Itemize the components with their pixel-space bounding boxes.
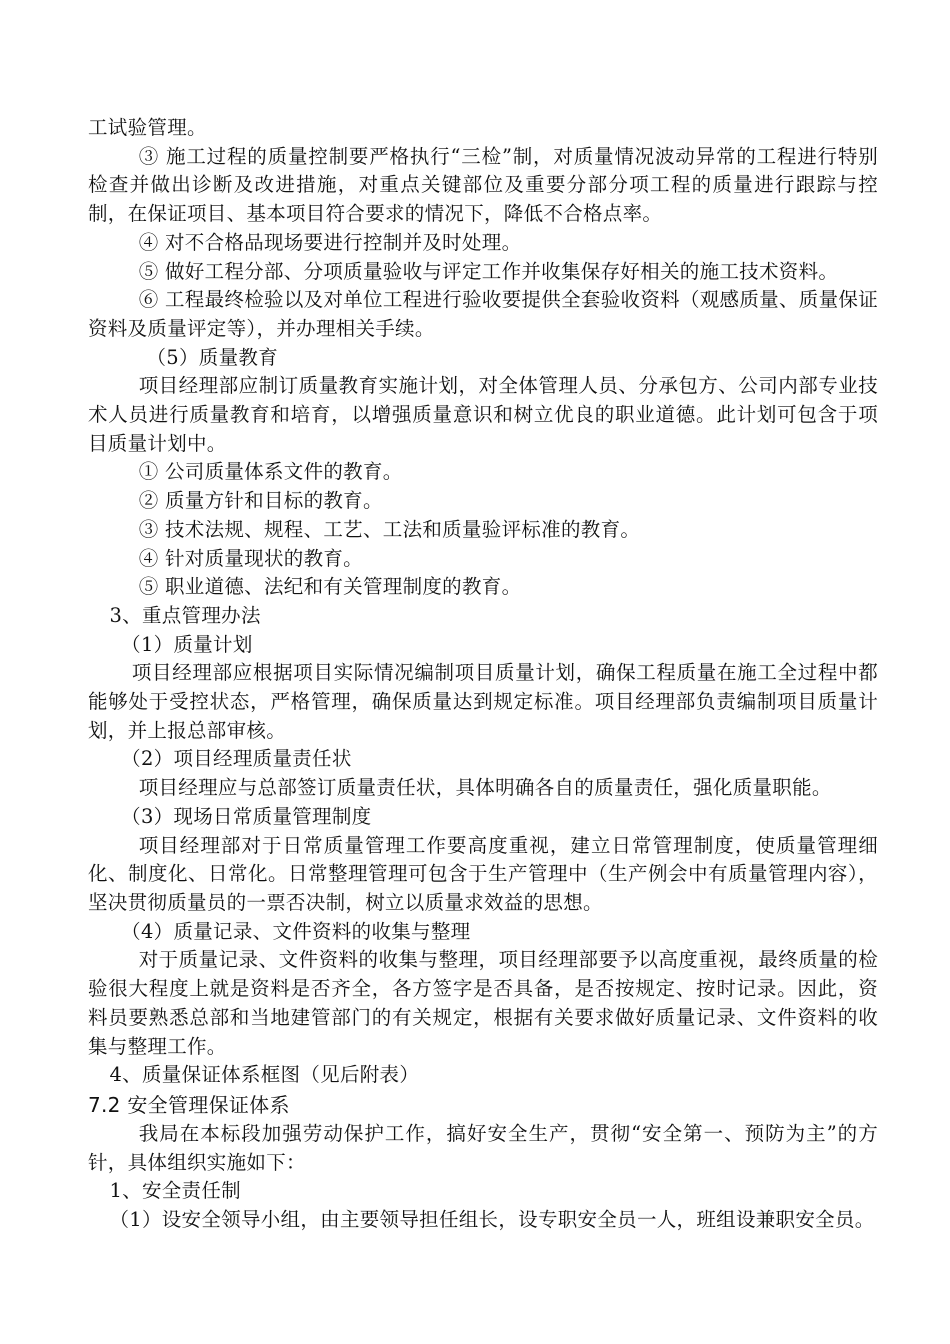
paragraph-6: 项目经理部应制订质量教育实施计划，对全体管理人员、分承包方、公司内部专业技术人员进行质量教育和培育，以增强质量意识和树立优良的职业道德。此计划可包含于项目质量计划中。 [88,374,878,455]
subheading-quality-education: （5）质量教育 [146,345,279,369]
paragraph-3: ⑤ 做好工程分部、分项质量验收与评定工作并收集保存好相关的施工技术资料。 [138,259,839,283]
list-item-4: ④ 针对质量现状的教育。 [138,546,363,570]
body-text-section-1 [88,114,878,1090]
section-heading-key-management: 3、重点管理办法 [109,603,261,627]
paragraph-1: ③ 施工过程的质量控制要严格执行“三检”制，对质量情况波动异常的工程进行特别检查并做出诊断及改进措施，对重点关键部位及重要分部分项工程的质量进行跟踪与控制，在保证项目、基本项目符合要求的情况下，降低不合格点率。 [88,144,878,226]
subheading-quality-plan: （1）质量计划 [121,632,253,656]
list-item-3: ③ 技术法规、规程、工艺、工法和质量验评标准的教育。 [138,517,641,541]
paragraph-0: 工试验管理。 [88,116,207,139]
section-heading-safety: 7.2 安全管理保证体系 [88,1092,290,1117]
paragraph-safety-intro: 我局在本标段加强劳动保护工作，搞好安全生产，贯彻“安全第一、预防为主”的方针，具体组织实施如下： [88,1121,878,1174]
list-item-2: ② 质量方针和目标的教育。 [138,489,383,513]
document-page [88,114,878,1235]
body-text-section-2 [88,1120,878,1235]
list-item-5: ⑤ 职业道德、法纪和有关管理制度的教育。 [138,575,522,599]
paragraph-20: 对于质量记录、文件资料的收集与整理，项目经理部要予以高度重视，最终质量的检验很大程度上就是资料是否齐全，各方签字是否具备，是否按规定、按时记录。因此，资料员要熟悉总部和当地建管部门的有关规定，根据有关要求做好质量记录、文件资料的收集与整理工作。 [88,948,878,1058]
paragraph-16: 项目经理应与总部签订质量责任状，具体明确各自的质量责任，强化质量职能。 [138,776,832,800]
paragraph-2: ④ 对不合格品现场要进行控制并及时处理。 [138,230,522,254]
list-item-1: ① 公司质量体系文件的教育。 [138,460,403,484]
subheading-records: （4）质量记录、文件资料的收集与整理 [121,919,471,943]
paragraph-safety-group: （1）设安全领导小组，由主要领导担任组长，设专职安全员一人，班组设兼职安全员。 [109,1208,875,1232]
paragraph-14: 项目经理部应根据项目实际情况编制项目质量计划，确保工程质量在施工全过程中都能够处于受控状态，严格管理，确保质量达到规定标准。项目经理部负责编制项目质量计划，并上报总部审核。 [88,661,878,742]
paragraph-4: ⑥ 工程最终检验以及对单位工程进行验收要提供全套验收资料（观感质量、质量保证资料及质量评定等），并办理相关手续。 [88,288,878,340]
section-heading-safety-responsibility: 1、安全责任制 [109,1179,241,1203]
section-heading-framework: 4、质量保证体系框图（见后附表） [109,1063,420,1087]
subheading-daily-management: （3）现场日常质量管理制度 [121,804,372,828]
subheading-responsibility: （2）项目经理质量责任状 [121,747,352,771]
paragraph-18: 项目经理部对于日常质量管理工作要高度重视，建立日常管理制度，使质量管理细化、制度化、日常化。日常整理管理可包含于生产管理中（生产例会中有质量管理内容），坚决贯彻质量员的一票否决制，树立以质量求效益的思想。 [88,833,878,914]
